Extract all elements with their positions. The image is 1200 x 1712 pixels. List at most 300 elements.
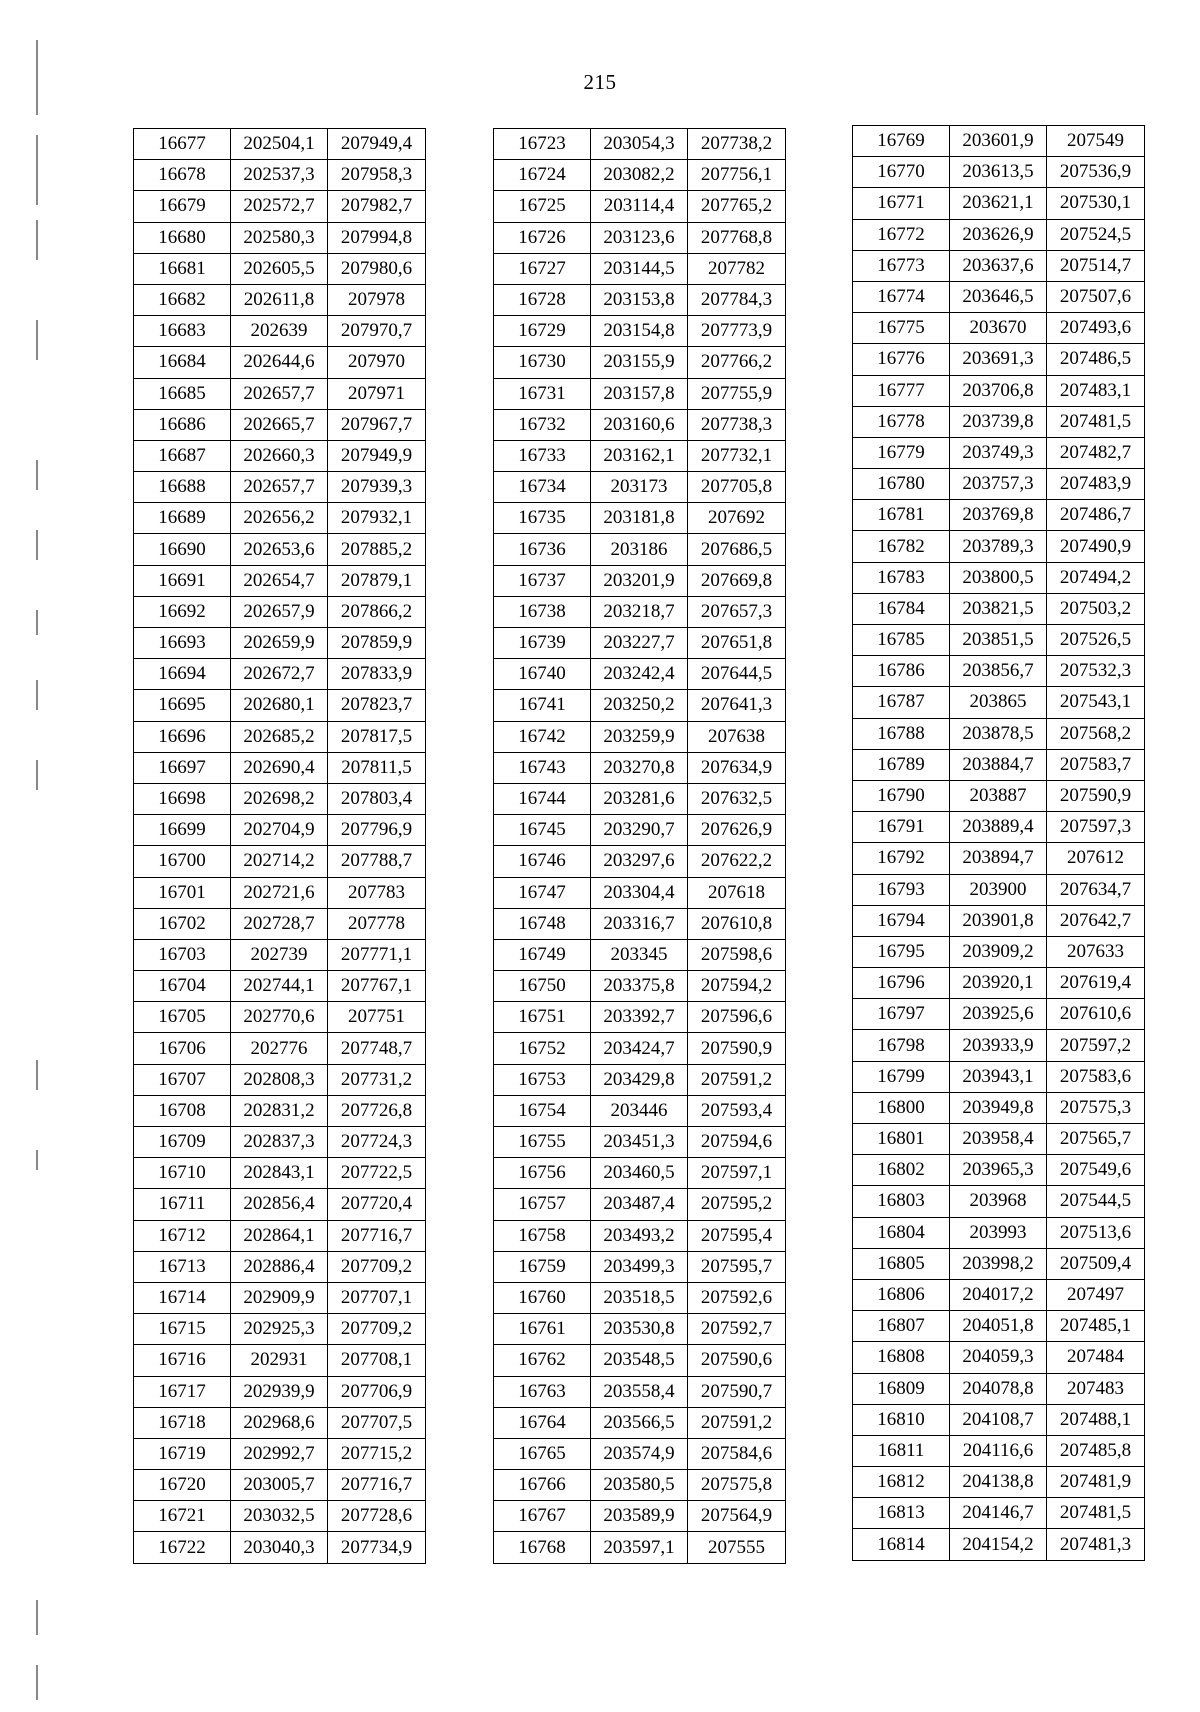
y-coordinate-cell: 207544,5 (1047, 1186, 1145, 1217)
table-row (853, 1186, 1145, 1217)
table-row (134, 1314, 426, 1345)
point-number-cell: 16811 (853, 1435, 950, 1466)
table-row (494, 1033, 786, 1064)
x-coordinate-cell: 203429,8 (591, 1064, 688, 1095)
x-coordinate-cell: 202685,2 (231, 721, 328, 752)
point-number-cell: 16813 (853, 1498, 950, 1529)
table-row (494, 565, 786, 596)
y-coordinate-cell: 207692 (688, 503, 786, 534)
table-row (853, 936, 1145, 967)
y-coordinate-cell: 207597,3 (1047, 812, 1145, 843)
table-row (494, 284, 786, 315)
point-number-cell: 16804 (853, 1217, 950, 1248)
table-row (494, 222, 786, 253)
table-row (494, 472, 786, 503)
x-coordinate-cell: 202909,9 (231, 1282, 328, 1313)
x-coordinate-cell: 203493,2 (591, 1220, 688, 1251)
point-number-cell: 16785 (853, 625, 950, 656)
x-coordinate-cell: 203040,3 (231, 1532, 328, 1563)
y-coordinate-cell: 207767,1 (328, 971, 426, 1002)
table-row (853, 1342, 1145, 1373)
y-coordinate-cell: 207486,7 (1047, 500, 1145, 531)
point-number-cell: 16691 (134, 565, 231, 596)
x-coordinate-cell: 203670 (950, 313, 1047, 344)
coordinates-table-3 (852, 125, 1145, 1561)
y-coordinate-cell: 207595,7 (688, 1251, 786, 1282)
point-number-cell: 16704 (134, 971, 231, 1002)
x-coordinate-cell: 202698,2 (231, 783, 328, 814)
y-coordinate-cell: 207488,1 (1047, 1404, 1145, 1435)
x-coordinate-cell: 203749,3 (950, 437, 1047, 468)
x-coordinate-cell: 203925,6 (950, 999, 1047, 1030)
table-row (494, 628, 786, 659)
point-number-cell: 16793 (853, 874, 950, 905)
table-row (494, 846, 786, 877)
x-coordinate-cell: 203800,5 (950, 562, 1047, 593)
y-coordinate-cell: 207575,3 (1047, 1092, 1145, 1123)
table-row (853, 1030, 1145, 1061)
y-coordinate-cell: 207726,8 (328, 1095, 426, 1126)
x-coordinate-cell: 203769,8 (950, 500, 1047, 531)
x-coordinate-cell: 202992,7 (231, 1438, 328, 1469)
table-row (134, 877, 426, 908)
y-coordinate-cell: 207530,1 (1047, 188, 1145, 219)
table-row (853, 531, 1145, 562)
table-row (853, 1529, 1145, 1560)
y-coordinate-cell: 207485,1 (1047, 1311, 1145, 1342)
table-row (853, 968, 1145, 999)
x-coordinate-cell: 203144,5 (591, 253, 688, 284)
table-row (494, 1095, 786, 1126)
table-row (134, 628, 426, 659)
table-row (494, 503, 786, 534)
point-number-cell: 16768 (494, 1532, 591, 1563)
table-row (134, 1501, 426, 1532)
x-coordinate-cell: 202504,1 (231, 129, 328, 160)
point-number-cell: 16795 (853, 936, 950, 967)
y-coordinate-cell: 207782 (688, 253, 786, 284)
x-coordinate-cell: 202660,3 (231, 440, 328, 471)
point-number-cell: 16718 (134, 1407, 231, 1438)
point-number-cell: 16770 (853, 157, 950, 188)
point-number-cell: 16721 (134, 1501, 231, 1532)
point-number-cell: 16696 (134, 721, 231, 752)
y-coordinate-cell: 207483,1 (1047, 375, 1145, 406)
table-row (134, 1532, 426, 1563)
point-number-cell: 16763 (494, 1376, 591, 1407)
x-coordinate-cell: 203597,1 (591, 1532, 688, 1563)
point-number-cell: 16700 (134, 846, 231, 877)
point-number-cell: 16698 (134, 783, 231, 814)
table-row (134, 783, 426, 814)
y-coordinate-cell: 207669,8 (688, 565, 786, 596)
table-row (853, 656, 1145, 687)
x-coordinate-cell: 203621,1 (950, 188, 1047, 219)
x-coordinate-cell: 202690,4 (231, 752, 328, 783)
margin-mark (36, 1060, 38, 1090)
point-number-cell: 16712 (134, 1220, 231, 1251)
point-number-cell: 16747 (494, 877, 591, 908)
table-row (494, 253, 786, 284)
table-row (134, 939, 426, 970)
y-coordinate-cell: 207483 (1047, 1373, 1145, 1404)
y-coordinate-cell: 207590,9 (1047, 780, 1145, 811)
x-coordinate-cell: 203082,2 (591, 160, 688, 191)
point-number-cell: 16771 (853, 188, 950, 219)
x-coordinate-cell: 203154,8 (591, 316, 688, 347)
y-coordinate-cell: 207484 (1047, 1342, 1145, 1373)
table-row (494, 783, 786, 814)
x-coordinate-cell: 204146,7 (950, 1498, 1047, 1529)
x-coordinate-cell: 203865 (950, 687, 1047, 718)
point-number-cell: 16732 (494, 409, 591, 440)
x-coordinate-cell: 202925,3 (231, 1314, 328, 1345)
x-coordinate-cell: 203920,1 (950, 968, 1047, 999)
x-coordinate-cell: 203259,9 (591, 721, 688, 752)
x-coordinate-cell: 203530,8 (591, 1314, 688, 1345)
x-coordinate-cell: 203460,5 (591, 1158, 688, 1189)
y-coordinate-cell: 207626,9 (688, 815, 786, 846)
point-number-cell: 16713 (134, 1251, 231, 1282)
y-coordinate-cell: 207509,4 (1047, 1248, 1145, 1279)
x-coordinate-cell: 203900 (950, 874, 1047, 905)
scan-margin-marks (36, 40, 40, 1700)
y-coordinate-cell: 207633 (1047, 936, 1145, 967)
table-row (134, 534, 426, 565)
x-coordinate-cell: 204108,7 (950, 1404, 1047, 1435)
point-number-cell: 16745 (494, 815, 591, 846)
table-row (134, 1158, 426, 1189)
y-coordinate-cell: 207978 (328, 284, 426, 315)
x-coordinate-cell: 203566,5 (591, 1407, 688, 1438)
y-coordinate-cell: 207619,4 (1047, 968, 1145, 999)
point-number-cell: 16737 (494, 565, 591, 596)
point-number-cell: 16775 (853, 313, 950, 344)
point-number-cell: 16805 (853, 1248, 950, 1279)
table-row (853, 1124, 1145, 1155)
table-row (134, 503, 426, 534)
point-number-cell: 16786 (853, 656, 950, 687)
y-coordinate-cell: 207490,9 (1047, 531, 1145, 562)
x-coordinate-cell: 203884,7 (950, 749, 1047, 780)
table-row (853, 1373, 1145, 1404)
table-row (134, 1127, 426, 1158)
y-coordinate-cell: 207748,7 (328, 1033, 426, 1064)
x-coordinate-cell: 203304,4 (591, 877, 688, 908)
point-number-cell: 16725 (494, 191, 591, 222)
table-row (134, 1095, 426, 1126)
table-row (494, 347, 786, 378)
y-coordinate-cell: 207706,9 (328, 1376, 426, 1407)
table-row (134, 1345, 426, 1376)
y-coordinate-cell: 207641,3 (688, 690, 786, 721)
x-coordinate-cell: 202721,6 (231, 877, 328, 908)
x-coordinate-cell: 203451,3 (591, 1127, 688, 1158)
point-number-cell: 16683 (134, 316, 231, 347)
y-coordinate-cell: 207755,9 (688, 378, 786, 409)
table-row (134, 1189, 426, 1220)
x-coordinate-cell: 202939,9 (231, 1376, 328, 1407)
table-row (134, 440, 426, 471)
x-coordinate-cell: 203887 (950, 780, 1047, 811)
y-coordinate-cell: 207778 (328, 908, 426, 939)
x-coordinate-cell: 204116,6 (950, 1435, 1047, 1466)
table-row (134, 222, 426, 253)
x-coordinate-cell: 203345 (591, 939, 688, 970)
point-number-cell: 16701 (134, 877, 231, 908)
x-coordinate-cell: 203123,6 (591, 222, 688, 253)
y-coordinate-cell: 207513,6 (1047, 1217, 1145, 1248)
x-coordinate-cell: 202704,9 (231, 815, 328, 846)
point-number-cell: 16794 (853, 905, 950, 936)
point-number-cell: 16798 (853, 1030, 950, 1061)
point-number-cell: 16781 (853, 500, 950, 531)
point-number-cell: 16760 (494, 1282, 591, 1313)
x-coordinate-cell: 203601,9 (950, 126, 1047, 157)
point-number-cell: 16807 (853, 1311, 950, 1342)
x-coordinate-cell: 203157,8 (591, 378, 688, 409)
table-row (494, 877, 786, 908)
y-coordinate-cell: 207709,2 (328, 1251, 426, 1282)
x-coordinate-cell: 203227,7 (591, 628, 688, 659)
point-number-cell: 16714 (134, 1282, 231, 1313)
table-row (134, 347, 426, 378)
table-row (853, 469, 1145, 500)
point-number-cell: 16808 (853, 1342, 950, 1373)
y-coordinate-cell: 207765,2 (688, 191, 786, 222)
point-number-cell: 16688 (134, 472, 231, 503)
y-coordinate-cell: 207708,1 (328, 1345, 426, 1376)
table-row (494, 596, 786, 627)
x-coordinate-cell: 203499,3 (591, 1251, 688, 1282)
table-row (853, 188, 1145, 219)
x-coordinate-cell: 202864,1 (231, 1220, 328, 1251)
margin-mark (36, 760, 38, 790)
y-coordinate-cell: 207982,7 (328, 191, 426, 222)
table-row (494, 1345, 786, 1376)
point-number-cell: 16677 (134, 129, 231, 160)
margin-mark (36, 320, 38, 360)
point-number-cell: 16779 (853, 437, 950, 468)
x-coordinate-cell: 202968,6 (231, 1407, 328, 1438)
x-coordinate-cell: 203968 (950, 1186, 1047, 1217)
y-coordinate-cell: 207715,2 (328, 1438, 426, 1469)
point-number-cell: 16727 (494, 253, 591, 284)
x-coordinate-cell: 202605,5 (231, 253, 328, 284)
y-coordinate-cell: 207596,6 (688, 1002, 786, 1033)
point-number-cell: 16689 (134, 503, 231, 534)
point-number-cell: 16756 (494, 1158, 591, 1189)
y-coordinate-cell: 207612 (1047, 843, 1145, 874)
x-coordinate-cell: 203424,7 (591, 1033, 688, 1064)
y-coordinate-cell: 207949,9 (328, 440, 426, 471)
y-coordinate-cell: 207732,1 (688, 440, 786, 471)
point-number-cell: 16695 (134, 690, 231, 721)
point-number-cell: 16720 (134, 1470, 231, 1501)
point-number-cell: 16711 (134, 1189, 231, 1220)
y-coordinate-cell: 207709,2 (328, 1314, 426, 1345)
y-coordinate-cell: 207486,5 (1047, 344, 1145, 375)
table-row (494, 1470, 786, 1501)
table-row (853, 375, 1145, 406)
point-number-cell: 16690 (134, 534, 231, 565)
table-row (853, 344, 1145, 375)
table-row (494, 129, 786, 160)
point-number-cell: 16741 (494, 690, 591, 721)
table-row (853, 313, 1145, 344)
table-row (494, 534, 786, 565)
point-number-cell: 16783 (853, 562, 950, 593)
x-coordinate-cell: 202654,7 (231, 565, 328, 596)
x-coordinate-cell: 202572,7 (231, 191, 328, 222)
y-coordinate-cell: 207598,6 (688, 939, 786, 970)
y-coordinate-cell: 207543,1 (1047, 687, 1145, 718)
y-coordinate-cell: 207536,9 (1047, 157, 1145, 188)
table-row (494, 690, 786, 721)
point-number-cell: 16806 (853, 1279, 950, 1310)
y-coordinate-cell: 207980,6 (328, 253, 426, 284)
y-coordinate-cell: 207481,9 (1047, 1467, 1145, 1498)
y-coordinate-cell: 207642,7 (1047, 905, 1145, 936)
x-coordinate-cell: 203613,5 (950, 157, 1047, 188)
point-number-cell: 16787 (853, 687, 950, 718)
table-row (134, 908, 426, 939)
table-row (853, 843, 1145, 874)
y-coordinate-cell: 207592,6 (688, 1282, 786, 1313)
y-coordinate-cell: 207593,4 (688, 1095, 786, 1126)
point-number-cell: 16774 (853, 281, 950, 312)
table-row (134, 1220, 426, 1251)
x-coordinate-cell: 202837,3 (231, 1127, 328, 1158)
point-number-cell: 16719 (134, 1438, 231, 1469)
point-number-cell: 16723 (494, 129, 591, 160)
x-coordinate-cell: 202665,7 (231, 409, 328, 440)
y-coordinate-cell: 207971 (328, 378, 426, 409)
x-coordinate-cell: 203646,5 (950, 281, 1047, 312)
y-coordinate-cell: 207707,1 (328, 1282, 426, 1313)
y-coordinate-cell: 207549 (1047, 126, 1145, 157)
x-coordinate-cell: 203242,4 (591, 659, 688, 690)
table-row (853, 687, 1145, 718)
y-coordinate-cell: 207595,2 (688, 1189, 786, 1220)
x-coordinate-cell: 202680,1 (231, 690, 328, 721)
table-row (853, 812, 1145, 843)
x-coordinate-cell: 204154,2 (950, 1529, 1047, 1560)
margin-mark (36, 610, 38, 635)
point-number-cell: 16715 (134, 1314, 231, 1345)
table-row (853, 1155, 1145, 1186)
table-row (853, 905, 1145, 936)
point-number-cell: 16679 (134, 191, 231, 222)
point-number-cell: 16731 (494, 378, 591, 409)
y-coordinate-cell: 207866,2 (328, 596, 426, 627)
x-coordinate-cell: 202931 (231, 1345, 328, 1376)
point-number-cell: 16743 (494, 752, 591, 783)
y-coordinate-cell: 207584,6 (688, 1438, 786, 1469)
x-coordinate-cell: 203446 (591, 1095, 688, 1126)
table-row (494, 378, 786, 409)
point-number-cell: 16680 (134, 222, 231, 253)
y-coordinate-cell: 207632,5 (688, 783, 786, 814)
table-row (494, 1438, 786, 1469)
y-coordinate-cell: 207592,7 (688, 1314, 786, 1345)
y-coordinate-cell: 207657,3 (688, 596, 786, 627)
x-coordinate-cell: 204078,8 (950, 1373, 1047, 1404)
point-number-cell: 16788 (853, 718, 950, 749)
point-number-cell: 16694 (134, 659, 231, 690)
coordinates-table-2 (493, 128, 786, 1564)
table-row (853, 500, 1145, 531)
y-coordinate-cell: 207716,7 (328, 1220, 426, 1251)
y-coordinate-cell: 207707,5 (328, 1407, 426, 1438)
point-number-cell: 16734 (494, 472, 591, 503)
margin-mark (36, 1150, 38, 1170)
point-number-cell: 16742 (494, 721, 591, 752)
point-number-cell: 16766 (494, 1470, 591, 1501)
table-row (853, 1248, 1145, 1279)
point-number-cell: 16776 (853, 344, 950, 375)
y-coordinate-cell: 207751 (328, 1002, 426, 1033)
table-row (853, 219, 1145, 250)
point-number-cell: 16703 (134, 939, 231, 970)
point-number-cell: 16751 (494, 1002, 591, 1033)
table-row (494, 1282, 786, 1313)
point-number-cell: 16699 (134, 815, 231, 846)
point-number-cell: 16769 (853, 126, 950, 157)
table-row (134, 1064, 426, 1095)
table-row (134, 596, 426, 627)
x-coordinate-cell: 203518,5 (591, 1282, 688, 1313)
point-number-cell: 16706 (134, 1033, 231, 1064)
point-number-cell: 16735 (494, 503, 591, 534)
y-coordinate-cell: 207885,2 (328, 534, 426, 565)
table-row (134, 1407, 426, 1438)
y-coordinate-cell: 207768,8 (688, 222, 786, 253)
x-coordinate-cell: 203181,8 (591, 503, 688, 534)
point-number-cell: 16684 (134, 347, 231, 378)
x-coordinate-cell: 203909,2 (950, 936, 1047, 967)
y-coordinate-cell: 207958,3 (328, 160, 426, 191)
y-coordinate-cell: 207591,2 (688, 1064, 786, 1095)
y-coordinate-cell: 207705,8 (688, 472, 786, 503)
x-coordinate-cell: 203114,4 (591, 191, 688, 222)
point-number-cell: 16792 (853, 843, 950, 874)
y-coordinate-cell: 207590,9 (688, 1033, 786, 1064)
table-row (853, 126, 1145, 157)
point-number-cell: 16757 (494, 1189, 591, 1220)
y-coordinate-cell: 207610,6 (1047, 999, 1145, 1030)
point-number-cell: 16790 (853, 780, 950, 811)
point-number-cell: 16726 (494, 222, 591, 253)
y-coordinate-cell: 207970,7 (328, 316, 426, 347)
table-row (134, 721, 426, 752)
table-row (853, 250, 1145, 281)
table-row (134, 284, 426, 315)
point-number-cell: 16800 (853, 1092, 950, 1123)
table-row (853, 1498, 1145, 1529)
table-row (134, 253, 426, 284)
point-number-cell: 16758 (494, 1220, 591, 1251)
y-coordinate-cell: 207503,2 (1047, 593, 1145, 624)
x-coordinate-cell: 202656,2 (231, 503, 328, 534)
y-coordinate-cell: 207783 (328, 877, 426, 908)
table-row (494, 1407, 786, 1438)
y-coordinate-cell: 207811,5 (328, 752, 426, 783)
y-coordinate-cell: 207597,1 (688, 1158, 786, 1189)
point-number-cell: 16803 (853, 1186, 950, 1217)
table-row (494, 1189, 786, 1220)
point-number-cell: 16739 (494, 628, 591, 659)
